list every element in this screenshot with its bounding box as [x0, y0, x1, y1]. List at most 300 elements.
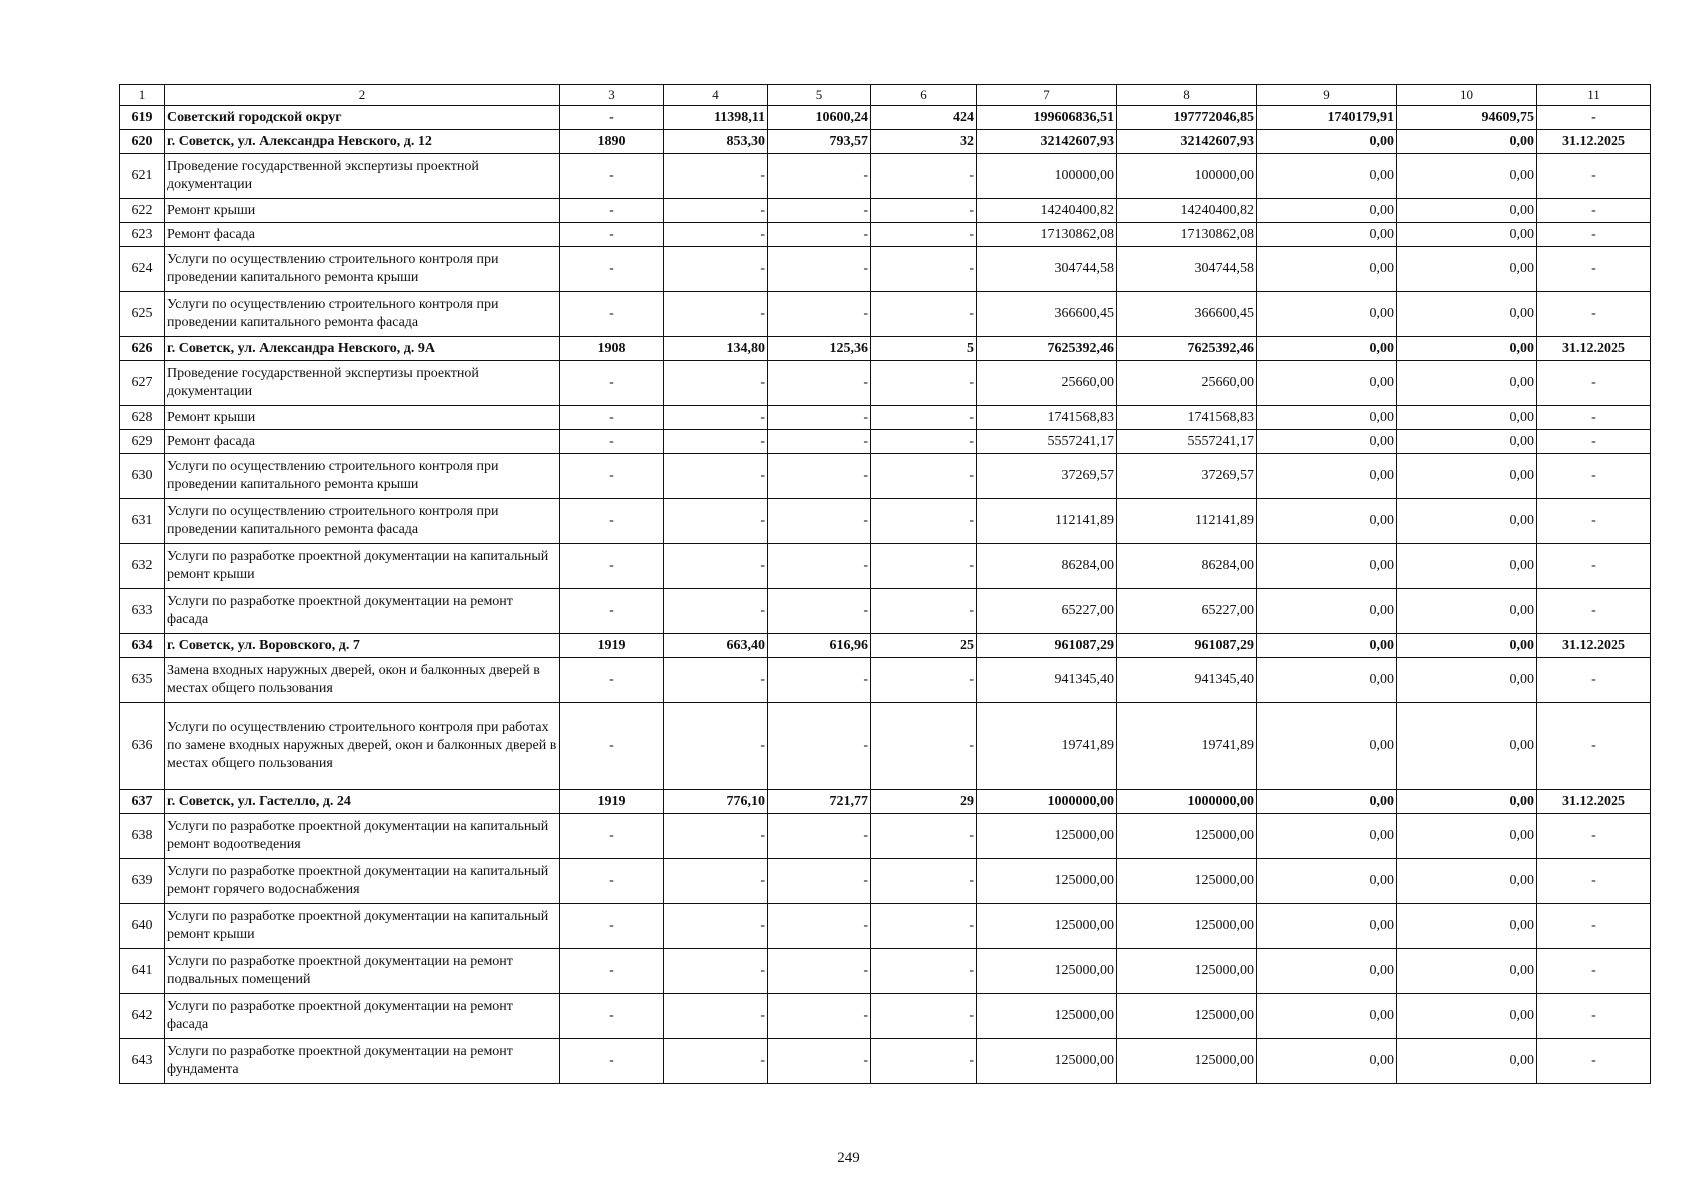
table-row — [120, 430, 1651, 454]
total-cost-cell: 32142607,93 — [977, 130, 1117, 154]
object-name-cell: Услуги по разработке проектной документации на капитальный ремонт водоотведения — [165, 814, 560, 859]
row-number-cell: 623 — [120, 223, 165, 247]
row-number-cell: 629 — [120, 430, 165, 454]
budget-cost-cell: 0,00 — [1257, 859, 1397, 904]
fund-cost-cell: 19741,89 — [1117, 703, 1257, 790]
living-area-cell: - — [768, 223, 871, 247]
year-cell: - — [560, 247, 664, 292]
total-area-cell: - — [664, 703, 768, 790]
residents-count-cell: 32 — [871, 130, 977, 154]
row-number-cell: 635 — [120, 658, 165, 703]
completion-date-cell: 31.12.2025 — [1537, 337, 1651, 361]
total-area-cell: - — [664, 949, 768, 994]
living-area-cell: - — [768, 994, 871, 1039]
completion-date-cell: - — [1537, 361, 1651, 406]
row-number-cell: 631 — [120, 499, 165, 544]
residents-count-cell: - — [871, 1039, 977, 1084]
living-area-cell: - — [768, 154, 871, 199]
row-number-cell: 628 — [120, 406, 165, 430]
row-number-cell: 630 — [120, 454, 165, 499]
total-cost-cell: 961087,29 — [977, 634, 1117, 658]
completion-date-cell: - — [1537, 199, 1651, 223]
living-area-cell: - — [768, 658, 871, 703]
living-area-cell: - — [768, 430, 871, 454]
fund-cost-cell: 65227,00 — [1117, 589, 1257, 634]
budget-cost-cell: 0,00 — [1257, 499, 1397, 544]
residents-count-cell: - — [871, 994, 977, 1039]
year-cell: 1919 — [560, 790, 664, 814]
column-header: 1 — [120, 85, 165, 106]
fund-cost-cell: 961087,29 — [1117, 634, 1257, 658]
completion-date-cell: - — [1537, 859, 1651, 904]
budget-cost-cell: 0,00 — [1257, 223, 1397, 247]
row-number-cell: 619 — [120, 106, 165, 130]
budget-cost-cell: 0,00 — [1257, 949, 1397, 994]
table-row — [120, 790, 1651, 814]
table-row — [120, 454, 1651, 499]
table-row — [120, 949, 1651, 994]
total-cost-cell: 25660,00 — [977, 361, 1117, 406]
year-cell: - — [560, 223, 664, 247]
table-body — [120, 85, 1651, 1084]
column-header: 11 — [1537, 85, 1651, 106]
total-area-cell: 853,30 — [664, 130, 768, 154]
owners-cost-cell: 0,00 — [1397, 223, 1537, 247]
row-number-cell: 642 — [120, 994, 165, 1039]
year-cell: - — [560, 814, 664, 859]
budget-cost-cell: 0,00 — [1257, 703, 1397, 790]
object-name-cell: Услуги по осуществлению строительного контроля при работах по замене входных наружных дверей, окон и балконных дверей в местах общего пользования — [165, 703, 560, 790]
owners-cost-cell: 0,00 — [1397, 406, 1537, 430]
row-number-cell: 633 — [120, 589, 165, 634]
table-row — [120, 130, 1651, 154]
residents-count-cell: - — [871, 292, 977, 337]
owners-cost-cell: 0,00 — [1397, 199, 1537, 223]
living-area-cell: 125,36 — [768, 337, 871, 361]
row-number-cell: 639 — [120, 859, 165, 904]
year-cell: - — [560, 430, 664, 454]
total-cost-cell: 112141,89 — [977, 499, 1117, 544]
year-cell: - — [560, 589, 664, 634]
owners-cost-cell: 0,00 — [1397, 1039, 1537, 1084]
column-header: 10 — [1397, 85, 1537, 106]
row-number-cell: 621 — [120, 154, 165, 199]
year-cell: - — [560, 544, 664, 589]
fund-cost-cell: 32142607,93 — [1117, 130, 1257, 154]
year-cell: - — [560, 859, 664, 904]
fund-cost-cell: 37269,57 — [1117, 454, 1257, 499]
residents-count-cell: - — [871, 703, 977, 790]
completion-date-cell: - — [1537, 1039, 1651, 1084]
table-row — [120, 337, 1651, 361]
living-area-cell: - — [768, 904, 871, 949]
total-cost-cell: 125000,00 — [977, 994, 1117, 1039]
owners-cost-cell: 0,00 — [1397, 544, 1537, 589]
budget-cost-cell: 0,00 — [1257, 454, 1397, 499]
object-name-cell: Услуги по осуществлению строительного контроля при проведении капитального ремонта фасада — [165, 499, 560, 544]
year-cell: - — [560, 949, 664, 994]
completion-date-cell: 31.12.2025 — [1537, 130, 1651, 154]
living-area-cell: - — [768, 544, 871, 589]
year-cell: 1908 — [560, 337, 664, 361]
table-row — [120, 703, 1651, 790]
living-area-cell: - — [768, 292, 871, 337]
year-cell: 1919 — [560, 634, 664, 658]
owners-cost-cell: 94609,75 — [1397, 106, 1537, 130]
object-name-cell: Услуги по разработке проектной документации на ремонт фасада — [165, 589, 560, 634]
row-number-cell: 643 — [120, 1039, 165, 1084]
budget-cost-cell: 0,00 — [1257, 337, 1397, 361]
completion-date-cell: - — [1537, 949, 1651, 994]
total-cost-cell: 125000,00 — [977, 859, 1117, 904]
residents-count-cell: 424 — [871, 106, 977, 130]
completion-date-cell: - — [1537, 994, 1651, 1039]
owners-cost-cell: 0,00 — [1397, 499, 1537, 544]
column-header: 2 — [165, 85, 560, 106]
living-area-cell: 721,77 — [768, 790, 871, 814]
total-cost-cell: 14240400,82 — [977, 199, 1117, 223]
residents-count-cell: - — [871, 814, 977, 859]
completion-date-cell: - — [1537, 247, 1651, 292]
column-header: 6 — [871, 85, 977, 106]
table-row — [120, 1039, 1651, 1084]
table-row — [120, 247, 1651, 292]
residents-count-cell: - — [871, 247, 977, 292]
budget-cost-cell: 0,00 — [1257, 430, 1397, 454]
row-number-cell: 624 — [120, 247, 165, 292]
object-name-cell: г. Советск, ул. Гастелло, д. 24 — [165, 790, 560, 814]
total-area-cell: - — [664, 904, 768, 949]
budget-cost-cell: 0,00 — [1257, 634, 1397, 658]
year-cell: - — [560, 499, 664, 544]
row-number-cell: 626 — [120, 337, 165, 361]
residents-count-cell: - — [871, 199, 977, 223]
total-area-cell: - — [664, 1039, 768, 1084]
row-number-cell: 640 — [120, 904, 165, 949]
row-number-cell: 625 — [120, 292, 165, 337]
total-area-cell: - — [664, 247, 768, 292]
owners-cost-cell: 0,00 — [1397, 454, 1537, 499]
residents-count-cell: - — [871, 406, 977, 430]
completion-date-cell: - — [1537, 703, 1651, 790]
residents-count-cell: - — [871, 859, 977, 904]
total-area-cell: 11398,11 — [664, 106, 768, 130]
total-area-cell: 776,10 — [664, 790, 768, 814]
fund-cost-cell: 7625392,46 — [1117, 337, 1257, 361]
year-cell: - — [560, 1039, 664, 1084]
total-cost-cell: 19741,89 — [977, 703, 1117, 790]
completion-date-cell: - — [1537, 904, 1651, 949]
residents-count-cell: - — [871, 949, 977, 994]
owners-cost-cell: 0,00 — [1397, 790, 1537, 814]
completion-date-cell: - — [1537, 814, 1651, 859]
table-row — [120, 292, 1651, 337]
object-name-cell: Услуги по разработке проектной документации на капитальный ремонт горячего водоснабжения — [165, 859, 560, 904]
fund-cost-cell: 125000,00 — [1117, 1039, 1257, 1084]
owners-cost-cell: 0,00 — [1397, 949, 1537, 994]
budget-cost-cell: 1740179,91 — [1257, 106, 1397, 130]
total-area-cell: 663,40 — [664, 634, 768, 658]
total-area-cell: - — [664, 154, 768, 199]
object-name-cell: Услуги по разработке проектной документации на ремонт фундамента — [165, 1039, 560, 1084]
owners-cost-cell: 0,00 — [1397, 292, 1537, 337]
owners-cost-cell: 0,00 — [1397, 994, 1537, 1039]
completion-date-cell: - — [1537, 223, 1651, 247]
row-number-cell: 641 — [120, 949, 165, 994]
year-cell: - — [560, 199, 664, 223]
column-header: 4 — [664, 85, 768, 106]
fund-cost-cell: 100000,00 — [1117, 154, 1257, 199]
object-name-cell: г. Советск, ул. Александра Невского, д. 9А — [165, 337, 560, 361]
year-cell: - — [560, 454, 664, 499]
total-area-cell: 134,80 — [664, 337, 768, 361]
object-name-cell: Услуги по осуществлению строительного контроля при проведении капитального ремонта фасада — [165, 292, 560, 337]
residents-count-cell: - — [871, 361, 977, 406]
owners-cost-cell: 0,00 — [1397, 589, 1537, 634]
living-area-cell: 793,57 — [768, 130, 871, 154]
row-number-cell: 620 — [120, 130, 165, 154]
living-area-cell: - — [768, 361, 871, 406]
total-area-cell: - — [664, 223, 768, 247]
column-header: 7 — [977, 85, 1117, 106]
object-name-cell: Ремонт крыши — [165, 406, 560, 430]
total-cost-cell: 1741568,83 — [977, 406, 1117, 430]
living-area-cell: - — [768, 199, 871, 223]
completion-date-cell: - — [1537, 292, 1651, 337]
total-cost-cell: 125000,00 — [977, 814, 1117, 859]
object-name-cell: Замена входных наружных дверей, окон и балконных дверей в местах общего пользования — [165, 658, 560, 703]
budget-cost-cell: 0,00 — [1257, 1039, 1397, 1084]
owners-cost-cell: 0,00 — [1397, 814, 1537, 859]
year-cell: - — [560, 904, 664, 949]
object-name-cell: Услуги по разработке проектной документации на капитальный ремонт крыши — [165, 904, 560, 949]
total-cost-cell: 100000,00 — [977, 154, 1117, 199]
table-row — [120, 361, 1651, 406]
table-row — [120, 859, 1651, 904]
year-cell: - — [560, 154, 664, 199]
total-cost-cell: 366600,45 — [977, 292, 1117, 337]
register-table — [119, 84, 1651, 1084]
total-cost-cell: 17130862,08 — [977, 223, 1117, 247]
residents-count-cell: - — [871, 544, 977, 589]
budget-cost-cell: 0,00 — [1257, 154, 1397, 199]
residents-count-cell: - — [871, 499, 977, 544]
object-name-cell: Услуги по осуществлению строительного контроля при проведении капитального ремонта крыши — [165, 454, 560, 499]
completion-date-cell: - — [1537, 154, 1651, 199]
row-number-cell: 636 — [120, 703, 165, 790]
page-number: 249 — [837, 1150, 860, 1166]
fund-cost-cell: 125000,00 — [1117, 814, 1257, 859]
budget-cost-cell: 0,00 — [1257, 361, 1397, 406]
total-cost-cell: 304744,58 — [977, 247, 1117, 292]
table-row — [120, 814, 1651, 859]
fund-cost-cell: 366600,45 — [1117, 292, 1257, 337]
living-area-cell: - — [768, 859, 871, 904]
completion-date-cell: - — [1537, 544, 1651, 589]
year-cell: - — [560, 292, 664, 337]
year-cell: - — [560, 106, 664, 130]
living-area-cell: 10600,24 — [768, 106, 871, 130]
residents-count-cell: 5 — [871, 337, 977, 361]
budget-cost-cell: 0,00 — [1257, 199, 1397, 223]
budget-cost-cell: 0,00 — [1257, 658, 1397, 703]
completion-date-cell: - — [1537, 454, 1651, 499]
total-cost-cell: 941345,40 — [977, 658, 1117, 703]
table-row — [120, 154, 1651, 199]
total-area-cell: - — [664, 658, 768, 703]
row-number-cell: 634 — [120, 634, 165, 658]
total-area-cell: - — [664, 199, 768, 223]
owners-cost-cell: 0,00 — [1397, 337, 1537, 361]
object-name-cell: г. Советск, ул. Александра Невского, д. 12 — [165, 130, 560, 154]
object-name-cell: Услуги по разработке проектной документации на капитальный ремонт крыши — [165, 544, 560, 589]
total-cost-cell: 7625392,46 — [977, 337, 1117, 361]
total-area-cell: - — [664, 499, 768, 544]
owners-cost-cell: 0,00 — [1397, 658, 1537, 703]
total-cost-cell: 37269,57 — [977, 454, 1117, 499]
object-name-cell: Услуги по разработке проектной документации на ремонт подвальных помещений — [165, 949, 560, 994]
owners-cost-cell: 0,00 — [1397, 247, 1537, 292]
year-cell: - — [560, 994, 664, 1039]
table-row — [120, 223, 1651, 247]
column-header: 5 — [768, 85, 871, 106]
budget-cost-cell: 0,00 — [1257, 814, 1397, 859]
budget-cost-cell: 0,00 — [1257, 790, 1397, 814]
fund-cost-cell: 125000,00 — [1117, 949, 1257, 994]
fund-cost-cell: 5557241,17 — [1117, 430, 1257, 454]
residents-count-cell: - — [871, 904, 977, 949]
table-row — [120, 589, 1651, 634]
budget-cost-cell: 0,00 — [1257, 130, 1397, 154]
column-header: 8 — [1117, 85, 1257, 106]
living-area-cell: - — [768, 499, 871, 544]
total-area-cell: - — [664, 361, 768, 406]
budget-cost-cell: 0,00 — [1257, 247, 1397, 292]
object-name-cell: Услуги по осуществлению строительного контроля при проведении капитального ремонта крыши — [165, 247, 560, 292]
budget-cost-cell: 0,00 — [1257, 292, 1397, 337]
completion-date-cell: - — [1537, 658, 1651, 703]
living-area-cell: - — [768, 454, 871, 499]
table-row — [120, 634, 1651, 658]
completion-date-cell: 31.12.2025 — [1537, 634, 1651, 658]
fund-cost-cell: 86284,00 — [1117, 544, 1257, 589]
residents-count-cell: - — [871, 658, 977, 703]
table-row — [120, 199, 1651, 223]
year-cell: - — [560, 658, 664, 703]
living-area-cell: - — [768, 406, 871, 430]
completion-date-cell: - — [1537, 106, 1651, 130]
total-area-cell: - — [664, 292, 768, 337]
fund-cost-cell: 14240400,82 — [1117, 199, 1257, 223]
living-area-cell: - — [768, 247, 871, 292]
residents-count-cell: - — [871, 223, 977, 247]
residents-count-cell: 25 — [871, 634, 977, 658]
table-row — [120, 544, 1651, 589]
owners-cost-cell: 0,00 — [1397, 859, 1537, 904]
table-row — [120, 904, 1651, 949]
living-area-cell: - — [768, 1039, 871, 1084]
total-area-cell: - — [664, 454, 768, 499]
table-row — [120, 406, 1651, 430]
object-name-cell: Советский городской округ — [165, 106, 560, 130]
row-number-cell: 622 — [120, 199, 165, 223]
budget-cost-cell: 0,00 — [1257, 994, 1397, 1039]
object-name-cell: Проведение государственной экспертизы проектной документации — [165, 361, 560, 406]
fund-cost-cell: 1000000,00 — [1117, 790, 1257, 814]
object-name-cell: г. Советск, ул. Воровского, д. 7 — [165, 634, 560, 658]
total-area-cell: - — [664, 994, 768, 1039]
total-area-cell: - — [664, 814, 768, 859]
object-name-cell: Ремонт фасада — [165, 223, 560, 247]
year-cell: 1890 — [560, 130, 664, 154]
fund-cost-cell: 304744,58 — [1117, 247, 1257, 292]
table-row — [120, 658, 1651, 703]
living-area-cell: - — [768, 814, 871, 859]
budget-cost-cell: 0,00 — [1257, 904, 1397, 949]
owners-cost-cell: 0,00 — [1397, 361, 1537, 406]
year-cell: - — [560, 406, 664, 430]
table-row — [120, 994, 1651, 1039]
object-name-cell: Ремонт фасада — [165, 430, 560, 454]
total-cost-cell: 65227,00 — [977, 589, 1117, 634]
total-cost-cell: 125000,00 — [977, 904, 1117, 949]
residents-count-cell: - — [871, 454, 977, 499]
completion-date-cell: - — [1537, 406, 1651, 430]
year-cell: - — [560, 361, 664, 406]
owners-cost-cell: 0,00 — [1397, 130, 1537, 154]
row-number-cell: 627 — [120, 361, 165, 406]
residents-count-cell: - — [871, 589, 977, 634]
total-cost-cell: 125000,00 — [977, 949, 1117, 994]
completion-date-cell: - — [1537, 430, 1651, 454]
year-cell: - — [560, 703, 664, 790]
total-area-cell: - — [664, 859, 768, 904]
total-cost-cell: 5557241,17 — [977, 430, 1117, 454]
total-area-cell: - — [664, 430, 768, 454]
budget-cost-cell: 0,00 — [1257, 406, 1397, 430]
owners-cost-cell: 0,00 — [1397, 634, 1537, 658]
row-number-cell: 632 — [120, 544, 165, 589]
completion-date-cell: - — [1537, 499, 1651, 544]
fund-cost-cell: 941345,40 — [1117, 658, 1257, 703]
column-header: 9 — [1257, 85, 1397, 106]
fund-cost-cell: 25660,00 — [1117, 361, 1257, 406]
fund-cost-cell: 125000,00 — [1117, 994, 1257, 1039]
row-number-cell: 638 — [120, 814, 165, 859]
total-area-cell: - — [664, 406, 768, 430]
total-cost-cell: 86284,00 — [977, 544, 1117, 589]
fund-cost-cell: 125000,00 — [1117, 859, 1257, 904]
residents-count-cell: - — [871, 154, 977, 199]
owners-cost-cell: 0,00 — [1397, 430, 1537, 454]
total-cost-cell: 199606836,51 — [977, 106, 1117, 130]
residents-count-cell: - — [871, 430, 977, 454]
budget-cost-cell: 0,00 — [1257, 589, 1397, 634]
object-name-cell: Услуги по разработке проектной документации на ремонт фасада — [165, 994, 560, 1039]
completion-date-cell: - — [1537, 589, 1651, 634]
total-area-cell: - — [664, 589, 768, 634]
fund-cost-cell: 112141,89 — [1117, 499, 1257, 544]
column-header: 3 — [560, 85, 664, 106]
living-area-cell: - — [768, 703, 871, 790]
object-name-cell: Ремонт крыши — [165, 199, 560, 223]
residents-count-cell: 29 — [871, 790, 977, 814]
column-number-header-row — [120, 85, 1651, 106]
fund-cost-cell: 1741568,83 — [1117, 406, 1257, 430]
object-name-cell: Проведение государственной экспертизы проектной документации — [165, 154, 560, 199]
table-row — [120, 106, 1651, 130]
owners-cost-cell: 0,00 — [1397, 154, 1537, 199]
